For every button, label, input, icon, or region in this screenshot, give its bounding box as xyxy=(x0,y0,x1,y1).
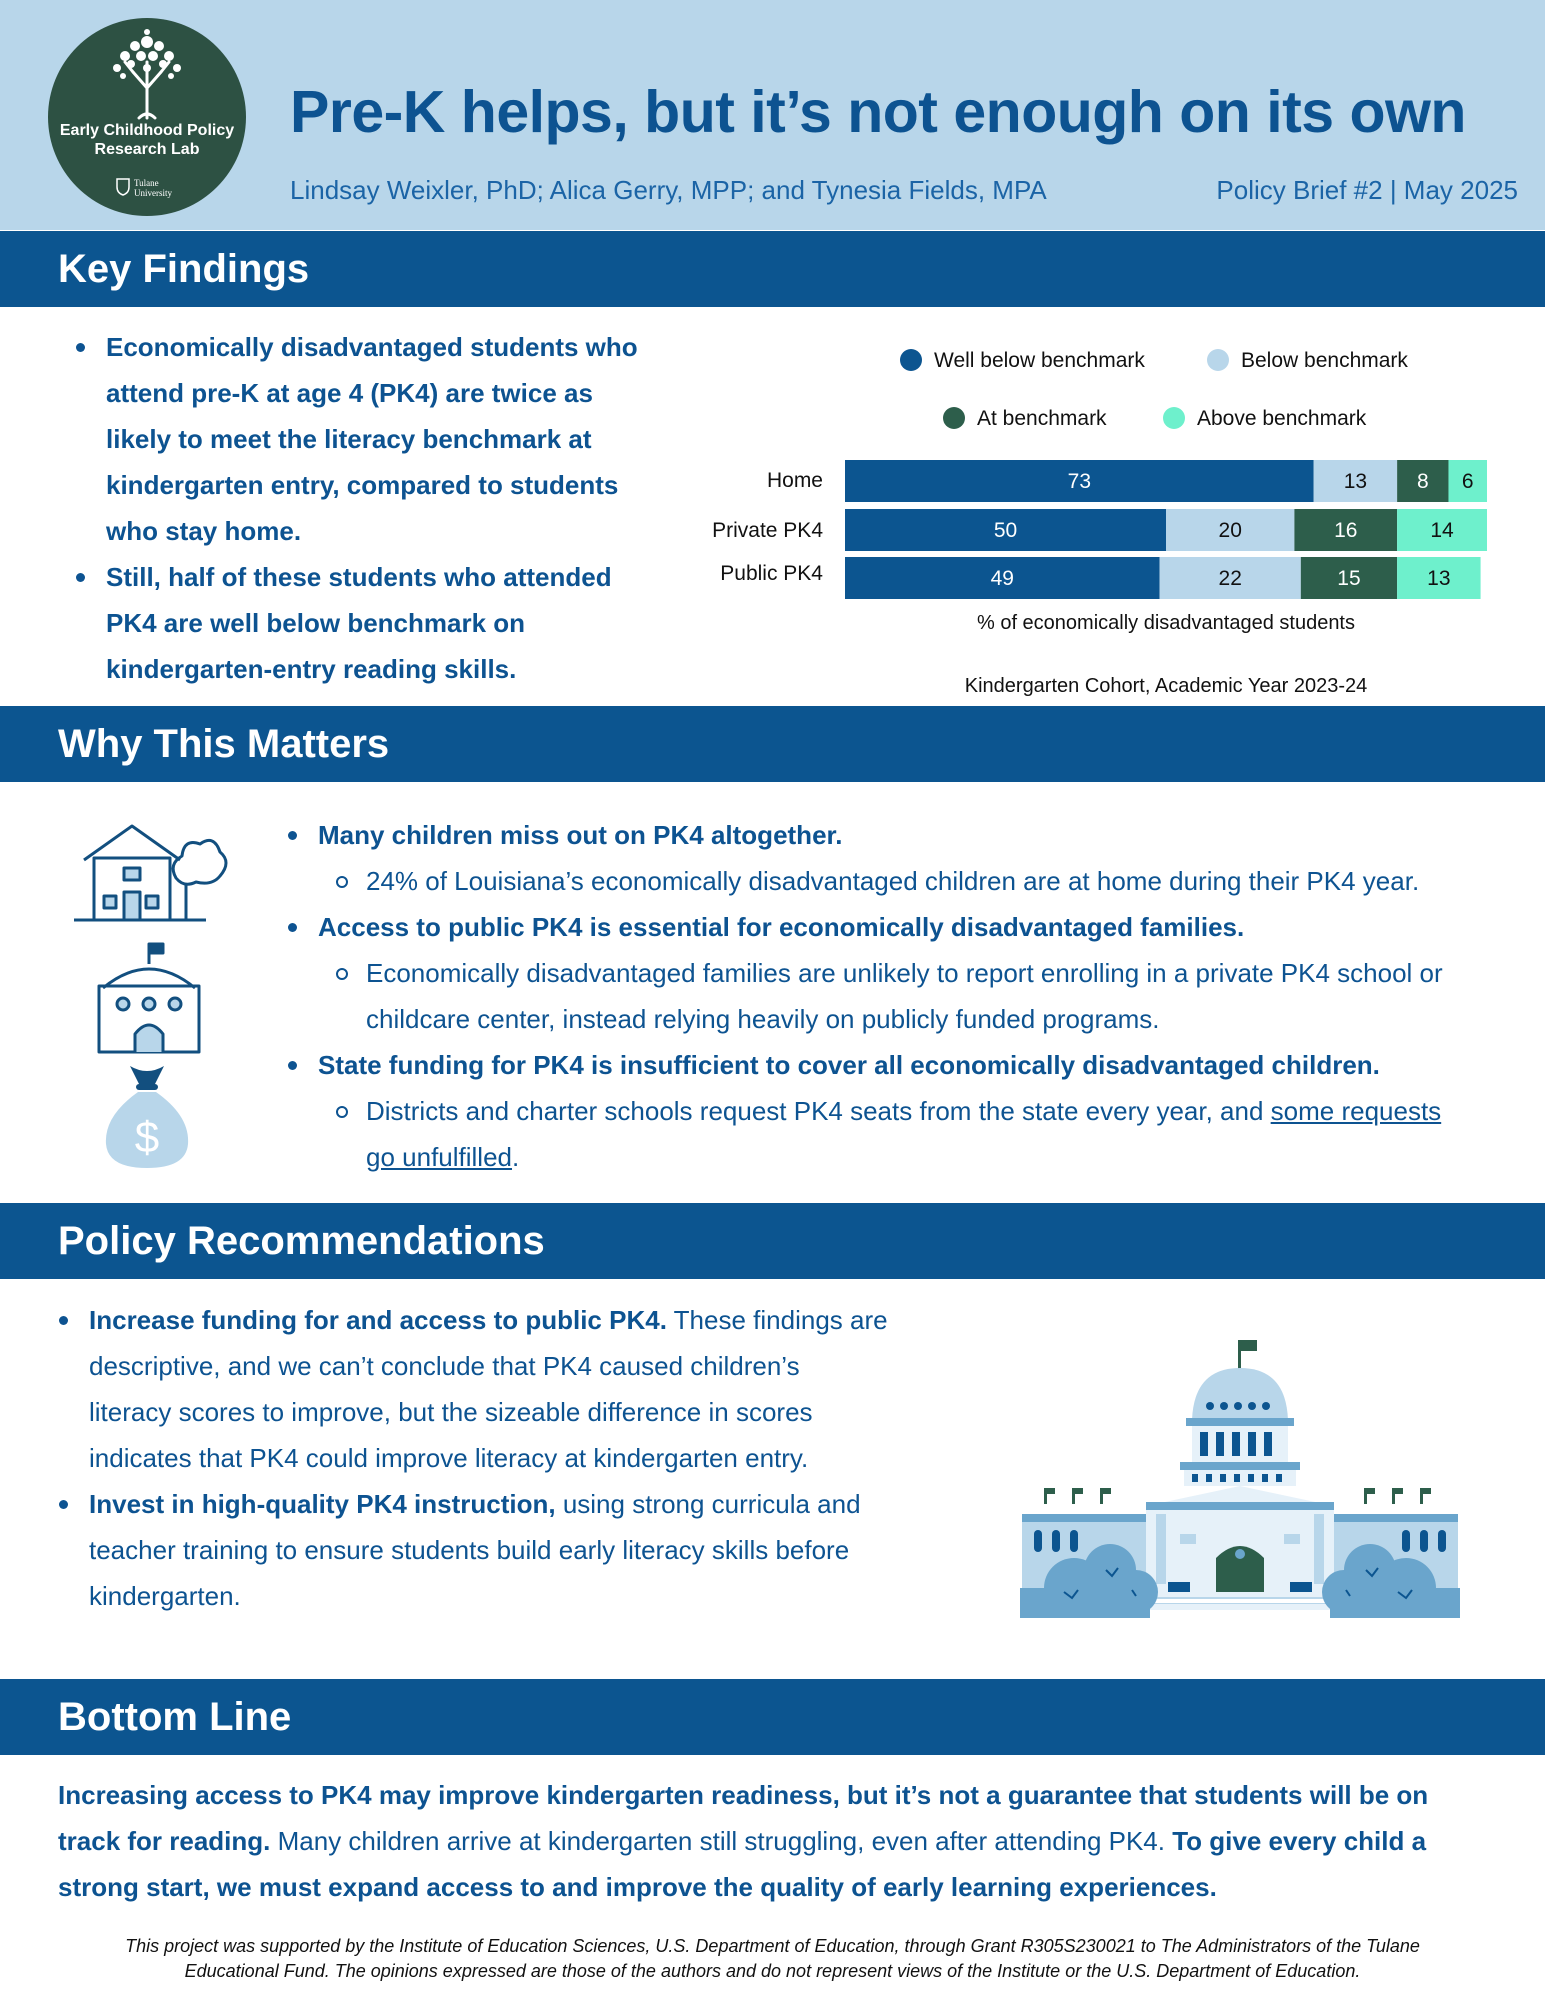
page-title: Pre-K helps, but it’s not enough on its own xyxy=(290,79,1466,145)
recommendation-1-line: literacy scores to improve, but the sizeable difference in scores xyxy=(89,1397,813,1427)
legend-label: At benchmark xyxy=(977,407,1107,430)
why-point-1: Many children miss out on PK4 altogether. xyxy=(318,812,1518,858)
category-label-private: Private PK4 xyxy=(712,519,823,542)
why-point-2-detail-line: Economically disadvantaged families are unlikely to report enrolling in a private PK4 school or xyxy=(366,958,1443,988)
legend-swatch xyxy=(943,407,965,429)
bottom-line-text xyxy=(58,1772,1528,1910)
recommendation-1-line: descriptive, and we can’t conclude that PK4 caused children’s xyxy=(89,1351,800,1381)
why-point-2-detail-line: childcare center, instead relying heavily on publicly funded programs. xyxy=(366,1004,1160,1034)
recommendation-1 xyxy=(89,1297,989,1481)
lab-logo xyxy=(48,18,246,216)
key-finding-1-line: attend pre-K at age 4 (PK4) are twice as xyxy=(106,378,593,408)
disclaimer-line: Educational Fund. The opinions expressed are those of the authors and do not represent views of the Institute or the U.S. Department of Education. xyxy=(184,1961,1361,1981)
brief-number: Policy Brief #2 | May 2025 xyxy=(1216,175,1518,205)
key-finding-2 xyxy=(106,554,666,692)
house-icon xyxy=(72,818,232,938)
bottom-line-sentence: Increasing access to PK4 may improve kindergarten readiness, but it’s not a guarantee that students will be on xyxy=(58,1780,1429,1810)
key-finding-1 xyxy=(106,324,666,554)
header xyxy=(0,0,1545,230)
why-heading: Why This Matters xyxy=(58,722,390,766)
lab-name-line1: Early Childhood Policy xyxy=(59,122,235,139)
university-name-line1: Tulane xyxy=(134,178,159,188)
lab-name xyxy=(48,121,246,159)
recommendation-2-text: using strong curricula and xyxy=(555,1489,861,1519)
recommendation-1-text: These findings are xyxy=(666,1305,888,1335)
policy-band xyxy=(0,1203,1545,1279)
capitol-building-icon xyxy=(1020,1338,1460,1618)
bar-value-label: 8 xyxy=(1416,470,1429,493)
key-findings-list xyxy=(106,324,666,692)
bar-value-label: 14 xyxy=(1430,519,1454,542)
tree-icon xyxy=(103,28,191,120)
bar-value-label: 73 xyxy=(1067,470,1092,493)
school-icon xyxy=(95,940,205,1058)
bar-value-label: 22 xyxy=(1218,567,1242,590)
category-label-public: Public PK4 xyxy=(720,562,823,585)
policy-heading: Policy Recommendations xyxy=(58,1219,545,1263)
bar-value-label: 6 xyxy=(1461,470,1474,493)
why-point-3-detail xyxy=(318,1088,1518,1180)
money-bag-icon xyxy=(102,1060,192,1172)
recommendation-1-title: Increase funding for and access to public PK4. xyxy=(89,1305,667,1335)
policy-list xyxy=(89,1297,989,1619)
key-finding-1-line: likely to meet the literacy benchmark at xyxy=(106,424,592,454)
lab-name-line2: Research Lab xyxy=(94,141,200,158)
legend-label: Above benchmark xyxy=(1197,407,1367,430)
chart-note: Kindergarten Cohort, Academic Year 2023-24 xyxy=(964,675,1368,697)
why-point-3: State funding for PK4 is insufficient to cover all economically disadvantaged children. xyxy=(318,1042,1518,1088)
bar-value-label: 15 xyxy=(1337,567,1361,590)
why-point-2-detail xyxy=(318,950,1518,1042)
x-axis-label: % of economically disadvantaged students xyxy=(976,612,1355,634)
legend-label: Below benchmark xyxy=(1241,349,1408,372)
legend-at xyxy=(943,407,1107,431)
stacked-bars xyxy=(845,458,1505,608)
key-findings-band xyxy=(0,231,1545,307)
unfulfilled-link[interactable]: go unfulfilled xyxy=(366,1142,512,1172)
bar-value-label: 13 xyxy=(1427,567,1451,590)
shield-icon xyxy=(116,178,130,196)
funding-disclaimer xyxy=(40,1934,1505,1984)
why-point-3-detail-text: Districts and charter schools request PK4 seats from the state every year, and xyxy=(366,1096,1271,1126)
key-findings-heading: Key Findings xyxy=(58,247,310,291)
dollar-sign: $ xyxy=(134,1113,160,1162)
bar-value-label: 49 xyxy=(990,567,1014,590)
bar-value-label: 13 xyxy=(1343,470,1368,493)
key-finding-2-line: kindergarten-entry reading skills. xyxy=(106,654,517,684)
key-finding-1-line: who stay home. xyxy=(106,516,302,546)
bottom-line-sentence: strong start, we must expand access to and improve the quality of early learning experiences. xyxy=(58,1872,1217,1902)
bar-value-label: 50 xyxy=(993,519,1018,542)
university-name-line2: University xyxy=(134,188,172,198)
recommendation-1-line: indicates that PK4 could improve literacy at kindergarten entry. xyxy=(89,1443,809,1473)
why-band xyxy=(0,706,1545,782)
why-list xyxy=(318,812,1518,1180)
university-logo xyxy=(114,176,180,200)
bar-value-label: 20 xyxy=(1218,519,1242,542)
bottom-line-sentence: track for reading. xyxy=(58,1826,271,1856)
bottom-line-sentence: Many children arrive at kindergarten still struggling, even after attending PK4. xyxy=(270,1826,1173,1856)
legend-swatch xyxy=(1163,407,1185,429)
legend-above xyxy=(1163,407,1366,431)
why-point-3-detail-end: . xyxy=(512,1142,520,1172)
bottom-line-sentence: To give every child a xyxy=(1172,1826,1427,1856)
why-point-2: Access to public PK4 is essential for economically disadvantaged families. xyxy=(318,904,1518,950)
category-label-home: Home xyxy=(766,469,823,492)
key-finding-2-line: Still, half of these students who attended xyxy=(106,562,612,592)
key-finding-1-line: Economically disadvantaged students who xyxy=(106,332,638,362)
disclaimer-line: This project was supported by the Institute of Education Sciences, U.S. Department of Education, through Grant R305S230021 to The Administrators of the Tulane xyxy=(125,1936,1420,1956)
recommendation-2-title: Invest in high-quality PK4 instruction, xyxy=(89,1489,556,1519)
bar-value-label: 16 xyxy=(1334,519,1358,542)
recommendation-2 xyxy=(89,1481,989,1619)
legend-well-below xyxy=(900,349,1145,373)
recommendation-2-line: teacher training to ensure students build early literacy skills before xyxy=(89,1535,850,1565)
legend-swatch xyxy=(1207,349,1229,371)
legend-below xyxy=(1207,349,1408,373)
key-finding-1-line: kindergarten entry, compared to students xyxy=(106,470,619,500)
legend-swatch xyxy=(900,349,922,371)
legend-label: Well below benchmark xyxy=(934,349,1145,372)
why-point-1-detail: 24% of Louisiana’s economically disadvantaged children are at home during their PK4 year. xyxy=(318,858,1518,904)
key-finding-2-line: PK4 are well below benchmark on xyxy=(106,608,526,638)
recommendation-2-line: kindergarten. xyxy=(89,1581,241,1611)
authors: Lindsay Weixler, PhD; Alica Gerry, MPP; and Tynesia Fields, MPA xyxy=(290,175,1047,205)
requests-link[interactable]: some requests xyxy=(1270,1096,1442,1126)
bottom-line-heading: Bottom Line xyxy=(58,1695,292,1739)
bottom-line-band xyxy=(0,1679,1545,1755)
